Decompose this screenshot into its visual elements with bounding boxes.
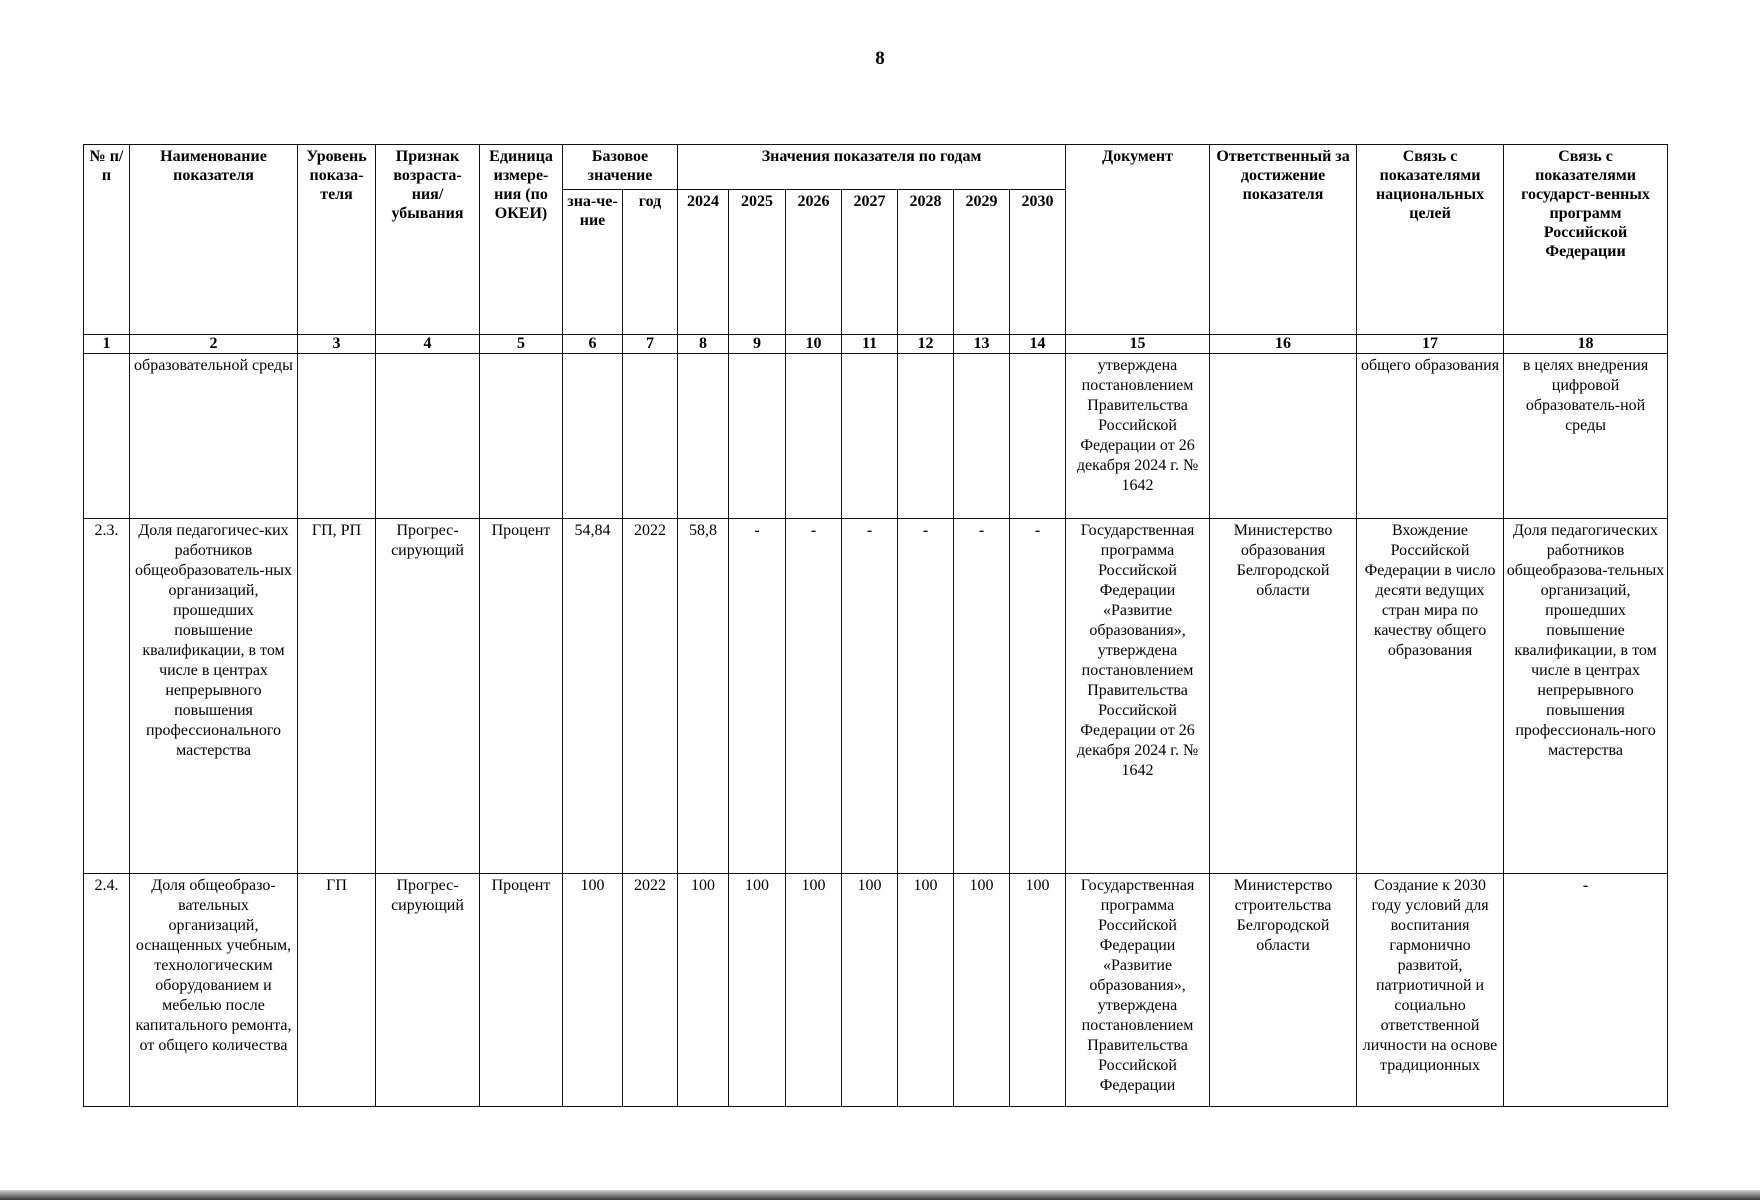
scan-bottom-edge: [0, 1190, 1760, 1200]
row-state-programs: Доля педагогических работников общеобразова-тельных организаций, прошедших повышение квалификации, в том числе в центрах непрерывного повышения профессиональ-ного мастерства: [1504, 519, 1668, 874]
page-number: 8: [875, 48, 885, 69]
column-number: 14: [1010, 335, 1066, 354]
header-years-group: Значения показателя по годам: [678, 145, 1066, 190]
column-number: 17: [1357, 335, 1504, 354]
column-number: 8: [678, 335, 729, 354]
row-name: Доля педагогичес-ких работников общеобразователь-ных организаций, прошедших повышение квалификации, в том числе в центрах непрерывного повышения профессионального мастерства: [130, 519, 298, 874]
row-num: 2.3.: [84, 519, 130, 874]
row-sign: Прогрес-сирующий: [376, 519, 480, 874]
row-year-value: -: [954, 519, 1010, 874]
row-responsible: Министерство образования Белгородской области: [1210, 519, 1357, 874]
row-year-value: [954, 354, 1010, 519]
row-year-value: 100: [1010, 874, 1066, 1107]
row-year-value: -: [786, 519, 842, 874]
row-level: [298, 354, 376, 519]
row-year-value: -: [1010, 519, 1066, 874]
header-base-value: зна-че-ние: [563, 190, 623, 335]
header-level: Уровень показа-теля: [298, 145, 376, 335]
row-year-value: [729, 354, 786, 519]
row-base-value: 100: [563, 874, 623, 1107]
row-unit: Процент: [480, 874, 563, 1107]
row-year-value: 100: [842, 874, 898, 1107]
row-name: Доля общеобразо-вательных организаций, оснащенных учебным, технологическим оборудованием и мебелью после капитального ремонта, от общего количества: [130, 874, 298, 1107]
header-year: 2029: [954, 190, 1010, 335]
column-number: 11: [842, 335, 898, 354]
table-row: [84, 874, 1668, 1107]
row-year-value: -: [898, 519, 954, 874]
column-number: 6: [563, 335, 623, 354]
row-year-value: [678, 354, 729, 519]
column-number: 10: [786, 335, 842, 354]
row-responsible: Министерство строительства Белгородской области: [1210, 874, 1357, 1107]
column-number: 18: [1504, 335, 1668, 354]
header-state-programs: Связь с показателями государст-венных программ Российской Федерации: [1504, 145, 1668, 335]
column-number: 7: [623, 335, 678, 354]
table-row: [84, 519, 1668, 874]
row-unit: [480, 354, 563, 519]
row-state-programs: в целях внедрения цифровой образователь-ной среды: [1504, 354, 1668, 519]
column-number: 16: [1210, 335, 1357, 354]
column-number: 15: [1066, 335, 1210, 354]
row-state-programs: -: [1504, 874, 1668, 1107]
header-base-year: год: [623, 190, 678, 335]
row-year-value: 100: [954, 874, 1010, 1107]
header-year: 2027: [842, 190, 898, 335]
row-num: 2.4.: [84, 874, 130, 1107]
header-name: Наименование показателя: [130, 145, 298, 335]
row-national: Создание к 2030 году условий для воспитания гармонично развитой, патриотичной и социально ответственной личности на основе традиционных: [1357, 874, 1504, 1107]
header-base: Базовое значение: [563, 145, 678, 190]
header-num: № п/п: [84, 145, 130, 335]
header-sign: Признак возраста-ния/ убывания: [376, 145, 480, 335]
header-year: 2024: [678, 190, 729, 335]
header-unit: Единица измере-ния (по ОКЕИ): [480, 145, 563, 335]
row-responsible: [1210, 354, 1357, 519]
column-number: 4: [376, 335, 480, 354]
row-year-value: -: [842, 519, 898, 874]
row-national: общего образования: [1357, 354, 1504, 519]
indicators-table: [83, 144, 1668, 1107]
row-name: образовательной среды: [130, 354, 298, 519]
row-sign: [376, 354, 480, 519]
header-year: 2028: [898, 190, 954, 335]
row-num: [84, 354, 130, 519]
row-document: Государственная программа Российской Федерации «Развитие образования», утверждена постановлением Правительства Российской Федерации: [1066, 874, 1210, 1107]
column-number: 3: [298, 335, 376, 354]
row-level: ГП: [298, 874, 376, 1107]
row-base-year: [623, 354, 678, 519]
row-year-value: [1010, 354, 1066, 519]
row-base-value: 54,84: [563, 519, 623, 874]
table-row: [84, 354, 1668, 519]
column-number: 9: [729, 335, 786, 354]
row-year-value: 100: [729, 874, 786, 1107]
row-sign: Прогрес-сирующий: [376, 874, 480, 1107]
row-year-value: 58,8: [678, 519, 729, 874]
row-document: Государственная программа Российской Федерации «Развитие образования», утверждена постановлением Правительства Российской Федерации от 26 декабря 2024 г. № 1642: [1066, 519, 1210, 874]
column-number: 1: [84, 335, 130, 354]
header-responsible: Ответственный за достижение показателя: [1210, 145, 1357, 335]
column-numbers-row: [84, 335, 1668, 354]
row-unit: Процент: [480, 519, 563, 874]
row-national: Вхождение Российской Федерации в число десяти ведущих стран мира по качеству общего образования: [1357, 519, 1504, 874]
header-year: 2030: [1010, 190, 1066, 335]
row-year-value: [842, 354, 898, 519]
column-number: 2: [130, 335, 298, 354]
header-document: Документ: [1066, 145, 1210, 335]
row-year-value: 100: [786, 874, 842, 1107]
row-year-value: 100: [898, 874, 954, 1107]
column-number: 13: [954, 335, 1010, 354]
row-base-year: 2022: [623, 519, 678, 874]
row-year-value: 100: [678, 874, 729, 1107]
column-number: 12: [898, 335, 954, 354]
column-number: 5: [480, 335, 563, 354]
header-year: 2025: [729, 190, 786, 335]
row-base-year: 2022: [623, 874, 678, 1107]
header-national: Связь с показателями национальных целей: [1357, 145, 1504, 335]
header-year: 2026: [786, 190, 842, 335]
row-year-value: [786, 354, 842, 519]
row-year-value: [898, 354, 954, 519]
row-document: утверждена постановлением Правительства Российской Федерации от 26 декабря 2024 г. № 1642: [1066, 354, 1210, 519]
row-year-value: -: [729, 519, 786, 874]
row-base-value: [563, 354, 623, 519]
row-level: ГП, РП: [298, 519, 376, 874]
